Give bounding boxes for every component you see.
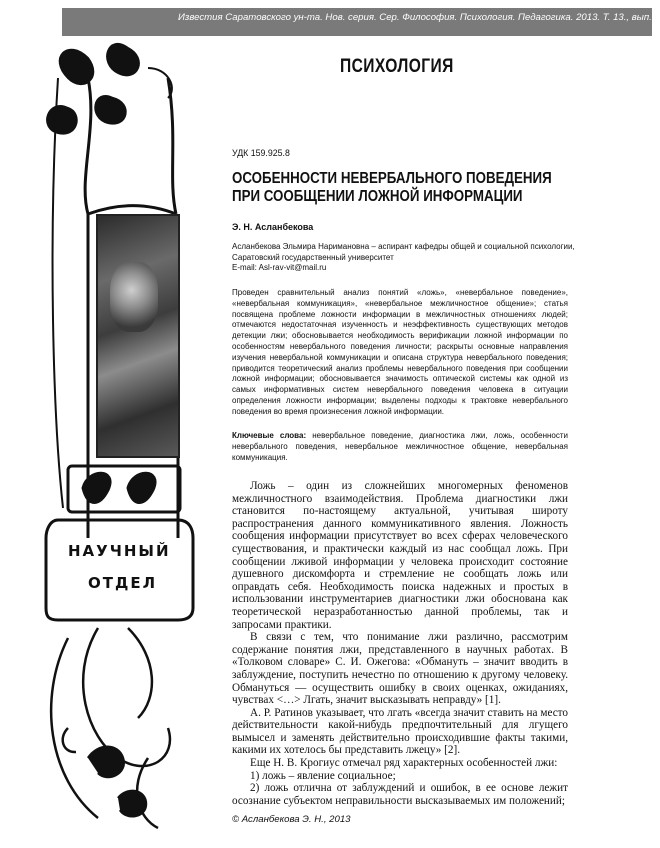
author-email[interactable]: E-mail: Asl-rav-vit@mail.ru — [232, 263, 327, 272]
copyright-footer: © Асланбекова Э. Н., 2013 — [232, 814, 351, 825]
body-paragraph: Ложь – один из сложнейших многомерных феноменов межличностного взаимодействия. Проблема диагностики лжи становится по-настоящему актуальной, учитывая широту распространения данного коммуникативного явления. Ложность сообщения информации присутствует во всех сферах человеческого существования, и практически каждый из нас сообщал ложь. При сообщении лживой информации у человека происходит состояние душевного дискомфорта и стремление не сообщать ложь или оправдать себя. Необходимость поиска надежных и простых в использовании инструментариев диагностики лжи обоснована как теоретической неразработанностью данной проблемы, так и запросами практики. — [232, 480, 568, 631]
body-paragraph: 1) ложь – явление социальное; — [250, 769, 396, 782]
body-paragraph: В связи с тем, что понимание лжи различно, рассмотрим содержание понятия лжи, представленного в научных работах. В «Толковом словаре» С. И. Ожегова: «Обмануть – значит вводить в заблуждение, поступить нечестно по отношению к другому человеку. Обмануться — осуществить ошибку в своих оценках, ожиданиях, чувствах <…> Лгать, значит высказывать неправду» [1]. — [232, 631, 568, 707]
article-title — [232, 170, 559, 206]
article-body — [232, 480, 568, 807]
body-paragraph: Еще Н. В. Крогиус отмечал ряд характерных особенностей лжи: — [250, 757, 558, 770]
architectural-photo — [96, 214, 180, 458]
keywords-label: Ключевые слова: — [232, 431, 307, 440]
running-header-title: Известия Саратовского ун-та. Нов. серия. Сер. Философия. Психология. Педагогика. 2013. Т. 13., вып. 4 — [178, 12, 660, 23]
keywords — [232, 431, 568, 463]
affiliation-line: Саратовский государственный университет — [232, 252, 394, 262]
flower-ornament-bottom — [51, 628, 170, 828]
article-title-line2: ПРИ СООБЩЕНИИ ЛОЖНОЙ ИНФОРМАЦИИ — [232, 188, 523, 205]
affiliation-line: Асланбекова Эльмира Наримановна – аспирант кафедры общей и социальной психологии, — [232, 242, 575, 251]
section-label-box — [60, 520, 180, 618]
sculpture-detail — [110, 262, 158, 332]
flower-ornament-top — [47, 44, 176, 214]
author-affiliation — [232, 242, 632, 274]
article-title-line1: ОСОБЕННОСТИ НЕВЕРБАЛЬНОГО ПОВЕДЕНИЯ — [232, 170, 552, 187]
section-label-line1: НАУЧНЫЙ — [68, 542, 171, 560]
knot-ornament — [68, 466, 180, 512]
body-paragraph: А. Р. Ратинов указывает, что лгать «всегда значит ставить на место действительности какой-нибудь предпочтительный для лгущего вымысел и заменять действительно происходившие факты такими, какими их хотелось бы представить лжецу» [2]. — [232, 706, 568, 757]
keywords-list: невербальное поведение, диагностика лжи, ложь, особенности невербального поведения, невербальное межличностное общение, невербальная коммуникация. — [232, 431, 568, 462]
body-paragraph: 2) ложь отлична от заблуждений и ошибок, в ее основе лежит осознание субъектом неправильности высказываемых им положений; — [232, 782, 568, 807]
author-name: Э. Н. Асланбекова — [232, 222, 314, 232]
udk-code: УДК 159.925.8 — [232, 148, 290, 158]
section-label-line2: ОТДЕЛ — [88, 574, 158, 592]
section-title: ПСИХОЛОГИЯ — [340, 56, 454, 77]
abstract: Проведен сравнительный анализ понятий «ложь», «невербальное поведение», «невербальная коммуникация», «невербальное межличностное общение»; статья посвящена проблеме ложности информации в межличностных отношениях людей; отмечаются недостаточная изученность и неэффективность существующих методов детекции лжи; обосновывается необходимость верификации ложной информации по особенностям невербального поведения личности; раскрыты основные направления изучения невербальной коммуникации и описана структура невербального поведения; приводится теоретический анализ проблемы невербального поведения при сообщении ложной информации; обосновывается значимость оптической системы как одной из самых информативных систем невербального поведения человека в ситуации определения ложности информации; выделены подходы к трактовке невербального поведения во время произнесения ложной информации. — [232, 288, 568, 416]
